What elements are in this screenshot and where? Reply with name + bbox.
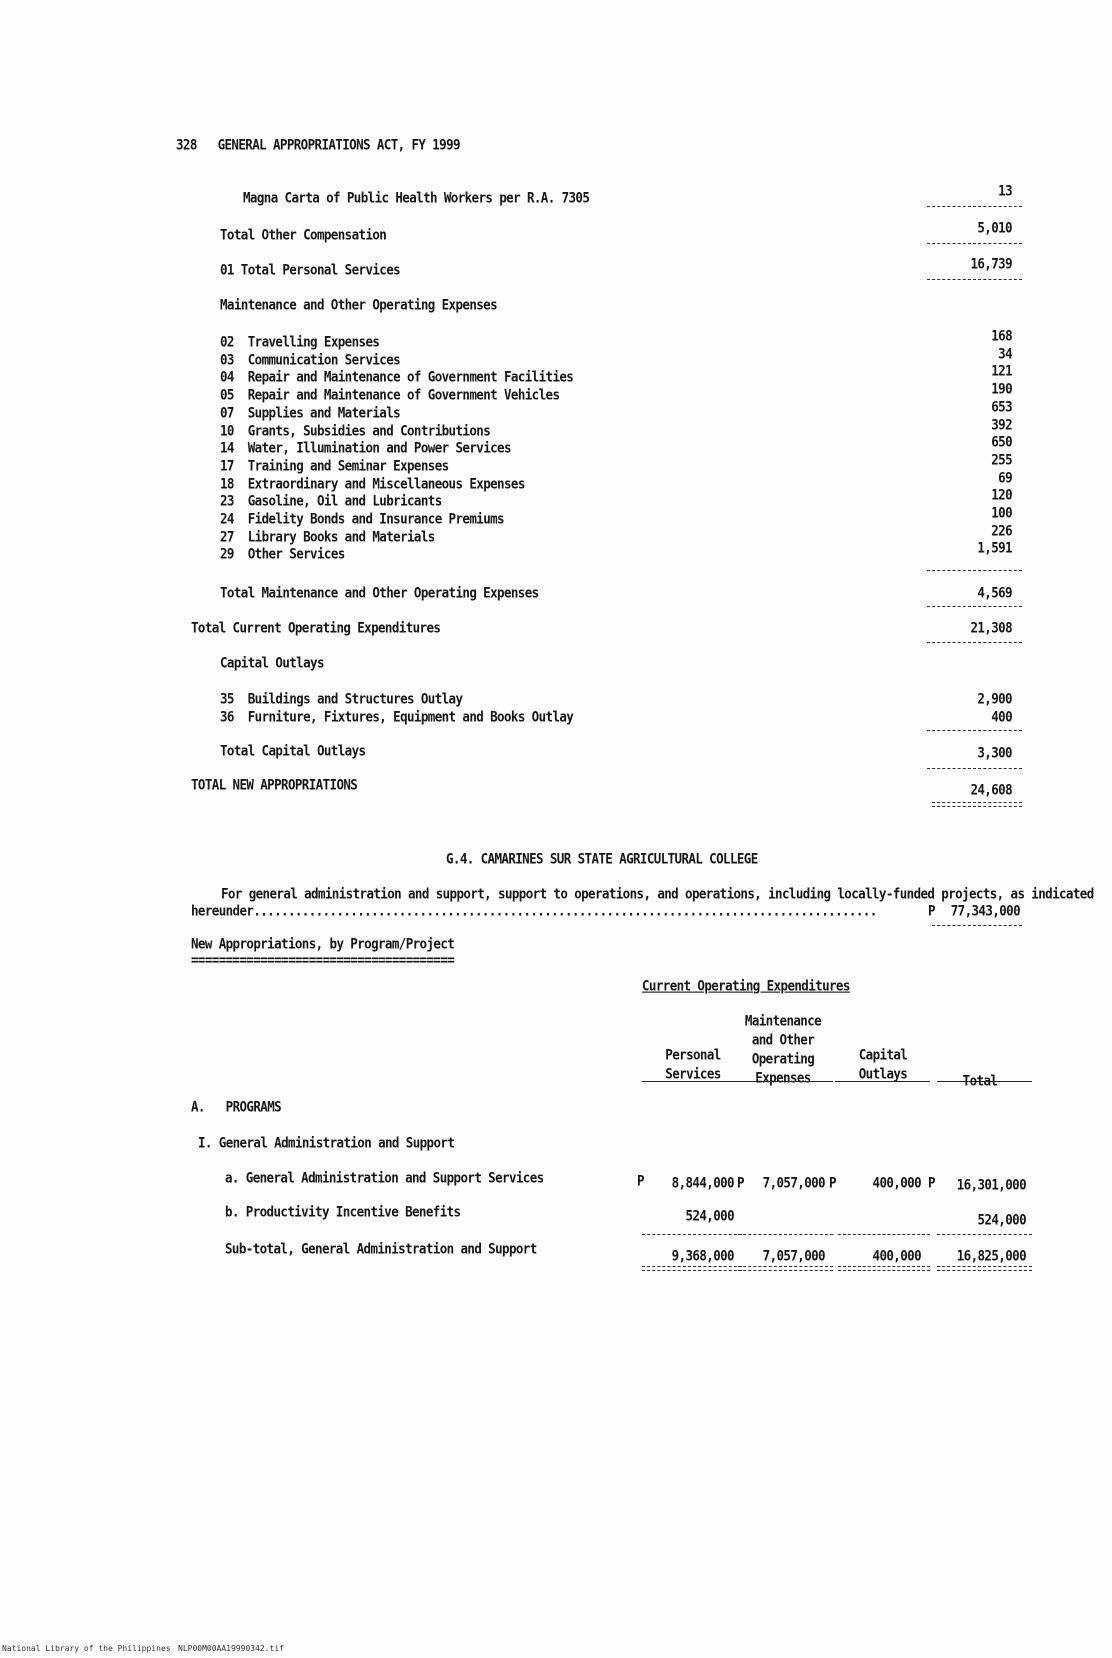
intro-leader: hereunder.......................................................................................... <box>191 902 877 919</box>
mooe-item <box>220 475 525 492</box>
rule <box>927 642 1022 643</box>
mooe-item <box>220 422 490 439</box>
item-label: Training and Seminar Expenses <box>247 457 449 474</box>
rule <box>927 570 1022 571</box>
item-label: Repair and Maintenance of Government Facilities <box>247 368 574 385</box>
rule <box>927 206 1022 207</box>
subtotal-co: 400,000 <box>872 1247 921 1264</box>
double-rule <box>937 1266 1032 1271</box>
line-label: 01 Total Personal Services <box>220 261 401 278</box>
peso-sign: P <box>637 1172 644 1189</box>
footer-filename: NLP00M00AA19990342.tif <box>178 1644 284 1653</box>
mooe-item <box>220 351 400 368</box>
cell-ps: 524,000 <box>685 1207 734 1224</box>
subtotal-mooe: 7,057,000 <box>762 1247 825 1264</box>
col-underline <box>642 1081 742 1082</box>
total-capital-value: 3,300 <box>977 744 1012 761</box>
peso-sign: P <box>829 1174 836 1191</box>
item-label: Other Services <box>247 545 345 562</box>
item-label: Repair and Maintenance of Government Vehicles <box>247 386 560 403</box>
item-code: 14 <box>220 439 234 456</box>
rule <box>927 279 1022 280</box>
mooe-item <box>220 439 511 456</box>
double-rule <box>642 1266 742 1271</box>
mooe-item-value: 190 <box>991 380 1012 397</box>
item-code: 07 <box>220 404 234 421</box>
col-header-line: Personal <box>665 1046 721 1063</box>
item-label: Water, Illumination and Power Services <box>247 439 511 456</box>
mooe-item <box>220 404 400 421</box>
total-capital-label: Total Capital Outlays <box>220 742 366 759</box>
rule <box>738 1234 833 1235</box>
item-code: 04 <box>220 368 234 385</box>
item-label: Travelling Expenses <box>247 333 380 350</box>
col-header-line: Outlays <box>858 1065 908 1082</box>
mooe-item <box>220 528 435 545</box>
cell-mooe: 7,057,000 <box>762 1174 825 1191</box>
total-new-appropriations-label: TOTAL NEW APPROPRIATIONS <box>191 776 358 793</box>
item-label: Communication Services <box>247 351 401 368</box>
col-header-total: Total <box>962 1072 998 1089</box>
section-heading-capital: Capital Outlays <box>220 654 324 671</box>
capital-item <box>220 708 573 725</box>
col-header-personal-services <box>648 1045 738 1083</box>
item-label: Grants, Subsidies and Contributions <box>247 422 491 439</box>
double-rule <box>838 1266 930 1271</box>
peso-sign: P <box>737 1174 744 1191</box>
mooe-item-value: 100 <box>991 504 1012 521</box>
item-label: Library Books and Materials <box>247 528 435 545</box>
item-code: 29 <box>220 545 234 562</box>
item-label: Gasoline, Oil and Lubricants <box>247 492 442 509</box>
item-label: Fidelity Bonds and Insurance Premiums <box>247 510 504 527</box>
row-label: b. Productivity Incentive Benefits <box>225 1203 461 1220</box>
item-label: Supplies and Materials <box>247 404 401 421</box>
col-header-line: and Other <box>751 1031 815 1048</box>
capital-item-value: 400 <box>991 708 1012 725</box>
mooe-item-value: 650 <box>991 433 1012 450</box>
mooe-item <box>220 510 504 527</box>
total-current-label: Total Current Operating Expenditures <box>191 619 441 636</box>
col-header-mooe <box>738 1011 828 1087</box>
mooe-item <box>220 545 345 562</box>
group-header: Current Operating Expenditures <box>642 977 850 994</box>
rule <box>642 1234 742 1235</box>
capital-item-value: 2,900 <box>977 690 1012 707</box>
mooe-item <box>220 386 559 403</box>
capital-item <box>220 690 462 707</box>
programs-label: PROGRAMS <box>225 1098 282 1115</box>
mooe-item <box>220 457 449 474</box>
col-underline <box>835 1081 930 1082</box>
total-mooe-label: Total Maintenance and Other Operating Expenses <box>220 584 539 601</box>
mooe-item-value: 120 <box>991 486 1012 503</box>
total-mooe-value: 4,569 <box>977 584 1012 601</box>
mooe-item-value: 653 <box>991 398 1012 415</box>
double-rule <box>932 802 1022 807</box>
line-value: 5,010 <box>977 219 1012 236</box>
item-code: 18 <box>220 475 234 492</box>
item-code: 03 <box>220 351 234 368</box>
item-code: 24 <box>220 510 234 527</box>
rule <box>932 925 1022 926</box>
item-code: 05 <box>220 386 234 403</box>
item-code: 23 <box>220 492 234 509</box>
col-header-capital-outlays <box>838 1045 928 1083</box>
footer-library: National Library of the Philippines <box>2 1644 171 1653</box>
intro-currency: P <box>928 902 935 919</box>
mooe-item-value: 255 <box>991 451 1012 468</box>
cell-total: 524,000 <box>977 1211 1026 1228</box>
item-code: 17 <box>220 457 234 474</box>
mooe-item-value: 34 <box>998 345 1012 362</box>
mooe-item <box>220 333 379 350</box>
rule <box>927 243 1022 244</box>
item-code: 36 <box>220 708 234 725</box>
mooe-item <box>220 492 442 509</box>
subtotal-label: Sub-total, General Administration and Support <box>225 1240 537 1257</box>
col-header-line: Expenses <box>755 1069 811 1087</box>
section-heading-mooe: Maintenance and Other Operating Expenses <box>220 296 498 313</box>
line-label: Magna Carta of Public Health Workers per R.A. 7305 <box>243 189 590 206</box>
cell-ps: 8,844,000 <box>671 1174 734 1191</box>
page-header <box>176 136 460 153</box>
item-code: 02 <box>220 333 234 350</box>
mooe-item-value: 121 <box>991 362 1012 379</box>
line-label: Total Other Compensation <box>220 226 387 243</box>
rule <box>927 606 1022 607</box>
mooe-item-value: 69 <box>998 469 1012 486</box>
row-label: a. General Administration and Support Services <box>225 1169 544 1186</box>
rule <box>937 1234 1032 1235</box>
new-appropriations-heading: New Appropriations, by Program/Project <box>191 935 455 952</box>
intro-amount: 77,343,000 <box>950 902 1020 919</box>
item-code: 10 <box>220 422 234 439</box>
page-number: 328 <box>176 136 197 153</box>
mooe-item-value: 226 <box>991 522 1012 539</box>
col-underline <box>735 1081 833 1082</box>
rule <box>838 1234 930 1235</box>
col-underline <box>937 1081 1032 1082</box>
item-code: 35 <box>220 690 234 707</box>
item-label: Buildings and Structures Outlay <box>247 690 463 707</box>
page-title: GENERAL APPROPRIATIONS ACT, FY 1999 <box>217 136 460 153</box>
total-current-value: 21,308 <box>970 619 1012 636</box>
programs-heading <box>191 1098 281 1115</box>
cell-co: 400,000 <box>872 1174 921 1191</box>
mooe-item <box>220 368 573 385</box>
new-appropriations-underline: ====================================== <box>191 951 455 968</box>
mooe-item-value: 168 <box>991 327 1012 344</box>
col-header-line: Services <box>665 1065 721 1082</box>
mooe-item-value: 1,591 <box>977 539 1012 556</box>
col-header-line: Operating <box>751 1050 815 1067</box>
section-title: G.4. CAMARINES SUR STATE AGRICULTURAL COLLEGE <box>446 850 758 867</box>
line-value: 16,739 <box>970 255 1012 272</box>
subtotal-total: 16,825,000 <box>956 1247 1026 1264</box>
line-value: 13 <box>998 182 1012 199</box>
item-label: Extraordinary and Miscellaneous Expenses <box>247 475 525 492</box>
subtotal-ps: 9,368,000 <box>671 1247 734 1264</box>
cell-total: 16,301,000 <box>956 1176 1026 1193</box>
peso-sign: P <box>928 1174 935 1191</box>
intro-line: For general administration and support, support to operations, and operations, including locally-funded projects, as indicated <box>221 885 1094 902</box>
total-new-appropriations-value: 24,608 <box>970 781 1012 798</box>
program-i-label: I. General Administration and Support <box>198 1134 455 1151</box>
double-rule <box>738 1266 833 1271</box>
programs-code: A. <box>191 1098 205 1115</box>
rule <box>927 768 1022 769</box>
col-header-line: Capital <box>858 1046 908 1063</box>
rule <box>927 730 1022 731</box>
mooe-item-value: 392 <box>991 416 1012 433</box>
item-code: 27 <box>220 528 234 545</box>
item-label: Furniture, Fixtures, Equipment and Books Outlay <box>247 708 574 725</box>
col-header-line: Maintenance <box>744 1012 822 1029</box>
